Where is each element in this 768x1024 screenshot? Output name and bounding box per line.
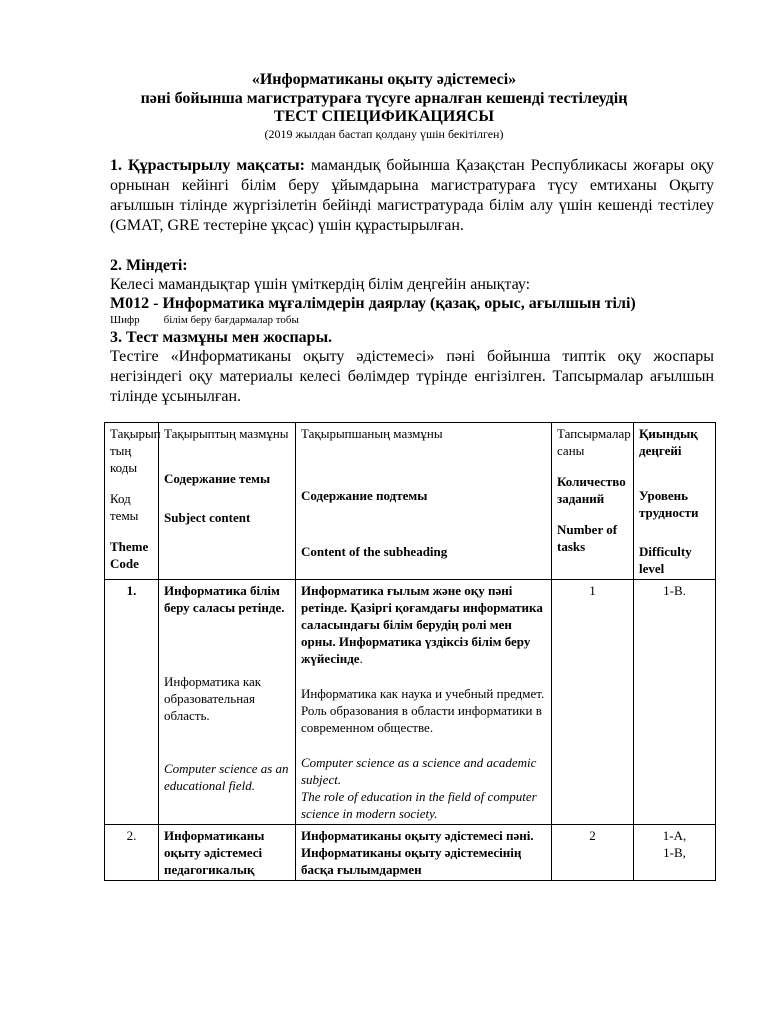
header-subtopic-cell [296,423,552,580]
approval-note: (2019 жылдан бастап қолдану үшін бекітілген) [264,127,504,141]
program-code-line [110,294,714,314]
section-1 [110,156,714,236]
doc-title-line-1: «Информатиканы оқыту әдістемесі» [251,71,517,88]
section-2-heading: 2. Міндеті: [110,257,188,274]
row-1-subtopic-kz-dot: . [359,651,363,666]
program-name: - Информатика мұғалімдерін даярлау (қазақ, орыс, ағылшын тілі) [149,295,636,312]
header-topic-en: Subject content [164,510,251,525]
header-topic-ru: Содержание темы [164,471,271,486]
row-1-subtopic [296,580,552,825]
header-code-ru: Код темы [110,491,139,523]
header-difficulty-ru: Уровень трудности [639,488,699,520]
table-header-row [105,423,716,580]
section-3-text: Тестіге «Информатиканы оқыту әдістемесі» пәні бойынша типтік оқу жоспары негізіндегі оқу материалы келесі бөлімдер түрінде енгізілген. Тапсырмалар ағылшын тілінде ұсынылған. [110,348,714,405]
table-row [105,825,716,881]
row-2-difficulty-2: 1-B, [663,845,686,860]
program-code: М012 [110,295,150,312]
doc-title-line-2: пәні бойынша магистратураға түсуге арналған кешенді тестілеудің [140,90,628,107]
section-1-text: мамандық бойынша Қазақстан Республикасы жоғары оқу орнынан кейінгі білім беру ұйымдарына магистратураға түсу емтиханы Оқыту ағылшын тілінде жүргізілетін бейінді магистратурада білім алу үшін кешенді тестілеу (GMAT, GRE тестеріне ұқсас) үшін құрастырылған. [110,157,715,234]
section-1-heading: 1. Құрастырылу мақсаты: [110,157,305,174]
row-2-difficulty [634,825,716,881]
row-1-tasks: 1 [552,580,634,825]
header-code-kz: Тақырып тың коды [110,426,161,475]
row-1-topic-kz: Информатика білім беру саласы ретінде. [164,583,285,615]
doc-title-line-3: ТЕСТ СПЕЦИФИКАЦИЯСЫ [273,108,495,125]
header-topic-kz: Тақырыптың мазмұны [164,426,289,441]
header-difficulty-en: Difficulty level [639,544,692,576]
row-1-subtopic-kz: Информатика ғылым және оқу пәні ретінде. Қазіргі қоғамдағы информатика саласындағы білім берудің ролі мен орны. Информатика үздіксіз білім беру жүйесінде [301,583,543,666]
row-1-topic-ru: Информатика как образовательная область. [164,674,262,723]
caption-code-label: Шифр [110,314,140,326]
header-tasks-cell [552,423,634,580]
header-subtopic-kz: Тақырыпшаның мазмұны [301,426,443,441]
header-tasks-ru: Количество заданий [557,474,626,506]
header-subtopic-ru: Содержание подтемы [301,488,428,503]
row-1-topic [159,580,296,825]
section-3-heading: 3. Тест мазмұны мен жоспары. [110,329,333,346]
specification-table [104,422,716,881]
row-1-subtopic-ru-2: Роль образования в области информатики в современном обществе. [301,703,542,735]
header-difficulty-cell [634,423,716,580]
header-tasks-en: Number of tasks [557,522,618,554]
section-2-text: Келесі мамандықтар үшін үміткердің білім деңгейін анықтау: [110,276,531,293]
program-caption [110,314,714,327]
header-difficulty-kz: Қиындық деңгейі [639,426,698,458]
row-2-subtopic-kz: Информатиканы оқыту әдістемесі пәні. Информатиканы оқыту әдістемесінің басқа ғылымдармен [296,825,552,881]
row-1-difficulty: 1-B. [634,580,716,825]
caption-group-label: білім беру бағдармалар тобы [163,314,299,326]
row-1-subtopic-en-2: The role of education in the field of computer science in modern society. [301,789,537,821]
row-2-topic-kz: Информатиканы оқыту әдістемесі педагогикалық [159,825,296,881]
header-subtopic-en: Content of the subheading [301,544,448,559]
row-1-code: 1. [105,580,159,825]
header-code-cell [105,423,159,580]
row-2-code: 2. [105,825,159,881]
table-row [105,580,716,825]
header-topic-cell [159,423,296,580]
row-1-subtopic-ru: Информатика как наука и учебный предмет. [301,686,545,701]
row-1-topic-en: Computer science as an educational field. [164,761,289,793]
row-2-tasks: 2 [552,825,634,881]
header-tasks-kz: Тапсырмалар саны [557,426,631,458]
header-code-en: Theme Code [110,539,149,571]
row-1-subtopic-en: Computer science as a science and academic subject. [301,755,537,787]
row-2-difficulty-1: 1-A, [662,828,687,843]
